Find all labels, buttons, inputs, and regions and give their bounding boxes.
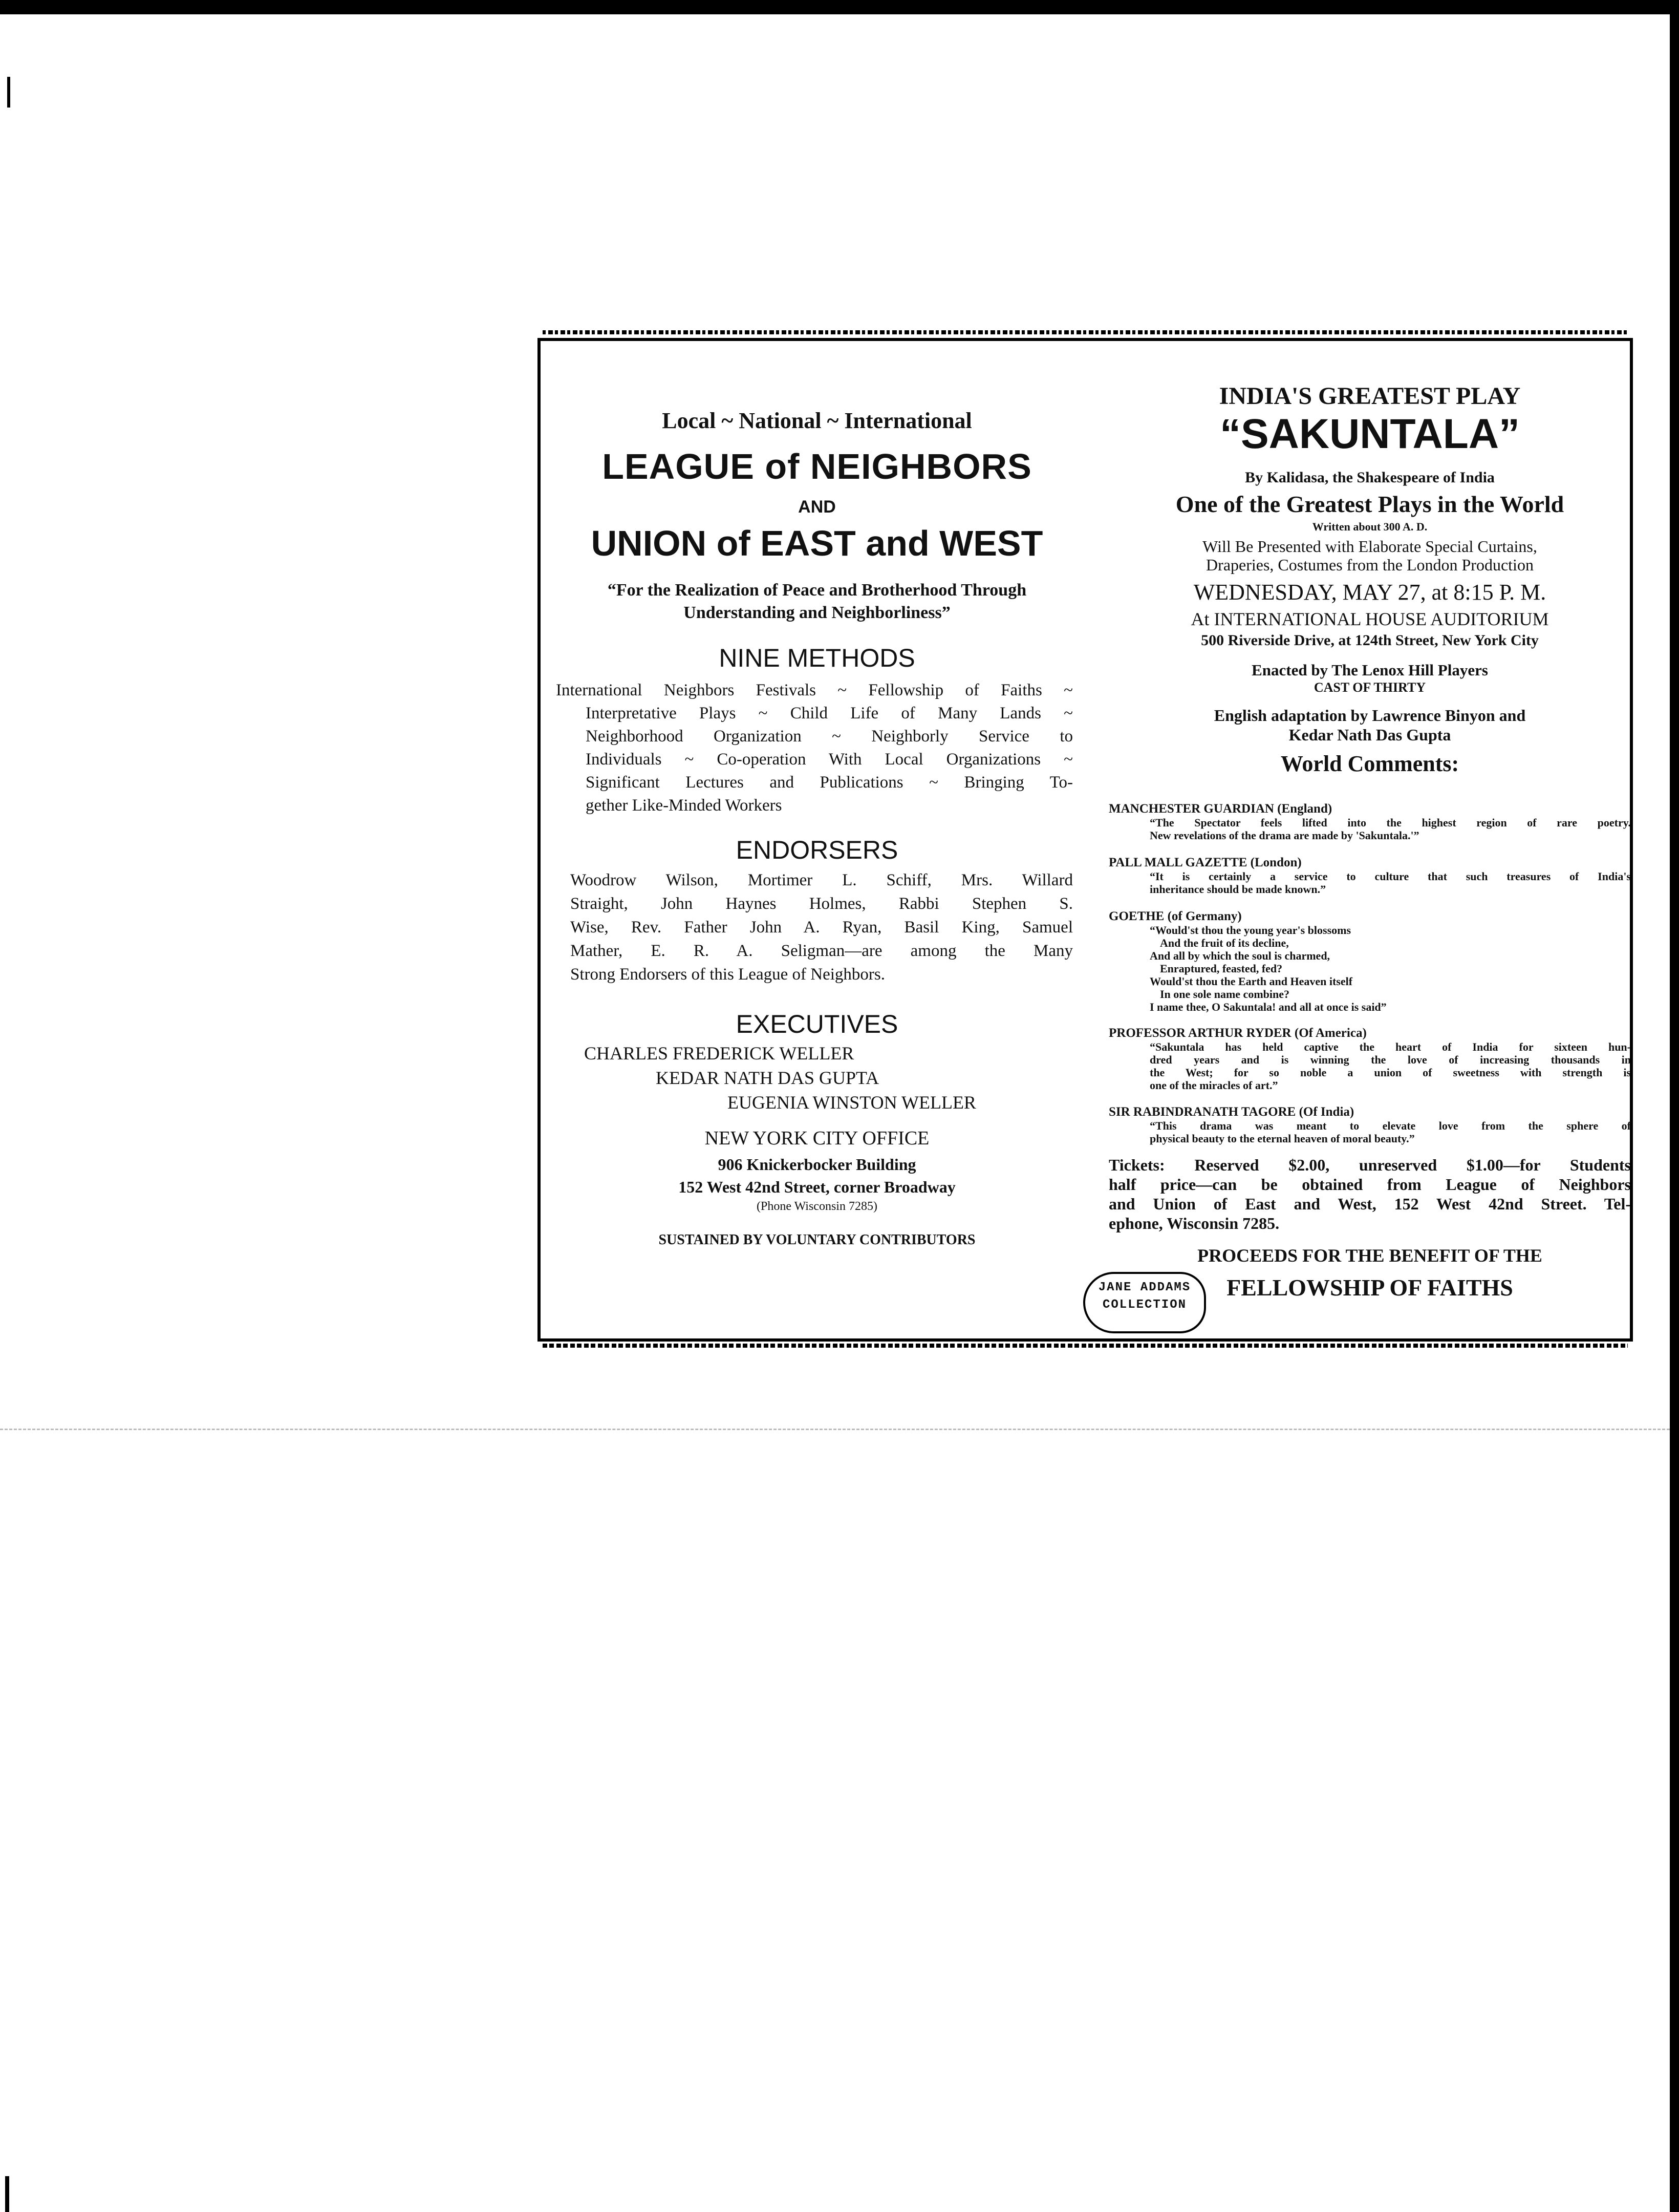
comment-source: SIR RABINDRANATH TAGORE (Of India) [1109,1105,1354,1119]
endorsers-line: Strong Endorsers of this League of Neighbors. [570,965,885,984]
stamp-line: COLLECTION [1102,1298,1187,1312]
stamp-line: JANE ADDAMS [1098,1281,1191,1294]
comment-pall-mall [1109,856,1631,896]
scan-mark [5,2176,9,2212]
motto-line: “For the Realization of Peace and Brotherhood Through [607,581,1027,600]
comment-source: PALL MALL GAZETTE (London) [1109,856,1302,869]
methods-line: Significant Lectures and Publications ~ Bringing To- [586,773,1073,792]
greatest-line: One of the Greatest Plays in the World [1175,491,1564,517]
quote-line: “Sakuntala has held captive the heart of India for sixteen hun- [1150,1040,1631,1053]
cast-size: CAST OF THIRTY [1314,680,1426,695]
comment-poem [1109,924,1631,1013]
quote-line: one of the miracles of art.” [1150,1079,1278,1092]
office-street: 152 West 42nd Street, corner Broadway [678,1178,956,1196]
quote-line: “It is certainly a service to culture that such treasures of India's [1150,870,1631,883]
comment-tagore [1109,1105,1631,1145]
methods-heading: NINE METHODS [719,644,915,672]
comment-goethe [1109,909,1631,1013]
executives-heading: EXECUTIVES [736,1010,898,1038]
executive-name: CHARLES FREDERICK WELLER [584,1043,854,1064]
union-title: UNION of EAST and WEST [591,523,1043,563]
collection-stamp [1083,1272,1206,1333]
endorsers-line: Wise, Rev. Father John A. Ryan, Basil King, Samuel [570,918,1073,937]
poem-line: I name thee, O Sakuntala! and all at once is said” [1150,1001,1387,1013]
quote-line: the West; for so noble a union of sweetness with strength is [1150,1066,1631,1079]
scan-border-top [0,0,1679,14]
office-heading: NEW YORK CITY OFFICE [704,1128,930,1149]
fellowship-title: FELLOWSHIP OF FAITHS [1226,1274,1513,1301]
poem-line: Would'st thou the Earth and Heaven itself [1150,975,1353,988]
quote-line: “This drama was meant to elevate love from the sphere of [1150,1119,1631,1132]
scan-border-right [1670,0,1679,2212]
tickets-info [1109,1155,1631,1233]
adaptation-line: English adaptation by Lawrence Binyon and [1214,706,1526,725]
scan-mark [7,77,10,108]
quote-line: physical beauty to the eternal heaven of moral beauty.” [1150,1132,1415,1145]
play-heading: INDIA'S GREATEST PLAY [1219,382,1521,410]
poem-line: “Would'st thou the young year's blossoms [1150,924,1351,937]
methods-line: Interpretative Plays ~ Child Life of Many Lands ~ [586,704,1073,722]
venue: At INTERNATIONAL HOUSE AUDITORIUM [1191,609,1549,629]
methods-list [556,679,1073,817]
presented-note [1109,537,1631,574]
play-title: “SAKUNTALA” [1219,411,1520,457]
comment-source: PROFESSOR ARTHUR RYDER (Of America) [1109,1026,1367,1040]
quote-line: New revelations of the drama are made by 'Sakuntala.'” [1150,829,1419,842]
league-title: LEAGUE of NEIGHBORS [602,446,1032,486]
enacted-by: Enacted by The Lenox Hill Players [1252,661,1488,679]
byline: By Kalidasa, the Shakespeare of India [1245,469,1495,486]
tagline: Local ~ National ~ International [662,408,972,433]
poem-line: And all by which the soul is charmed, [1150,949,1330,962]
poem-line: And the fruit of its decline, [1160,937,1289,949]
comment-source: MANCHESTER GUARDIAN (England) [1109,802,1332,816]
tickets-line: Tickets: Reserved $2.00, unreserved $1.00—for Students [1109,1156,1631,1174]
written-date: Written about 300 A. D. [1312,520,1428,533]
executive-name: EUGENIA WINSTON WELLER [727,1092,976,1113]
comment-quote [1109,1119,1631,1145]
performance-date: WEDNESDAY, MAY 27, at 8:15 P. M. [1193,580,1546,605]
adaptation [1109,706,1631,745]
endorsers-heading: ENDORSERS [736,836,898,864]
motto-line: Understanding and Neighborliness” [683,603,951,622]
quote-line: dred years and is winning the love of increasing thousands in [1150,1053,1631,1066]
adaptation-line: Kedar Nath Das Gupta [1288,726,1451,744]
poem-line: Enraptured, feasted, fed? [1160,962,1283,975]
methods-line: gether Like-Minded Workers [586,796,782,815]
flyer-torn-edge-bottom [543,1344,1628,1348]
comment-ryder [1109,1026,1631,1092]
endorsers-line: Mather, E. R. A. Seligman—are among the Many [570,942,1073,960]
tickets-line: and Union of East and West, 152 West 42nd Street. Tel- [1109,1195,1631,1213]
flyer [537,338,1633,1342]
executive-name: KEDAR NATH DAS GUPTA [656,1068,879,1088]
comment-quote [1109,816,1631,842]
poem-line: In one sole name combine? [1160,988,1289,1001]
methods-line: Individuals ~ Co-operation With Local Organizations ~ [586,750,1073,769]
quote-line: inheritance should be made known.” [1150,883,1326,896]
comment-manchester [1109,802,1631,842]
comment-source: GOETHE (of Germany) [1109,909,1242,923]
sustained-note: SUSTAINED BY VOLUNTARY CONTRIBUTORS [658,1232,976,1248]
motto [571,579,1063,624]
and-label: AND [798,497,836,517]
presented-line: Will Be Presented with Elaborate Special Curtains, [1202,537,1537,556]
comment-quote [1109,870,1631,896]
methods-line: International Neighbors Festivals ~ Fellowship of Faiths ~ [556,681,1073,699]
endorsers-line: Straight, John Haynes Holmes, Rabbi Stephen S. [570,895,1073,913]
comment-quote [1109,1040,1631,1092]
endorsers-line: Woodrow Wilson, Mortimer L. Schiff, Mrs. Willard [570,871,1073,889]
fold-line [0,1429,1670,1430]
presented-line: Draperies, Costumes from the London Production [1206,556,1534,574]
comments-heading: World Comments: [1280,751,1459,776]
proceeds-note: PROCEEDS FOR THE BENEFIT OF THE [1197,1245,1542,1266]
quote-line: “The Spectator feels lifted into the highest region of rare poetry. [1150,816,1631,829]
flyer-torn-edge-top [543,330,1628,334]
tickets-line: ephone, Wisconsin 7285. [1109,1214,1280,1232]
tickets-line: half price—can be obtained from League of Neighbors [1109,1175,1631,1194]
venue-address: 500 Riverside Drive, at 124th Street, New York City [1201,632,1539,649]
office-building: 906 Knickerbocker Building [718,1155,916,1174]
methods-line: Neighborhood Organization ~ Neighborly Service to [586,727,1073,746]
office-phone: (Phone Wisconsin 7285) [757,1200,877,1213]
endorsers-list [570,868,1073,986]
